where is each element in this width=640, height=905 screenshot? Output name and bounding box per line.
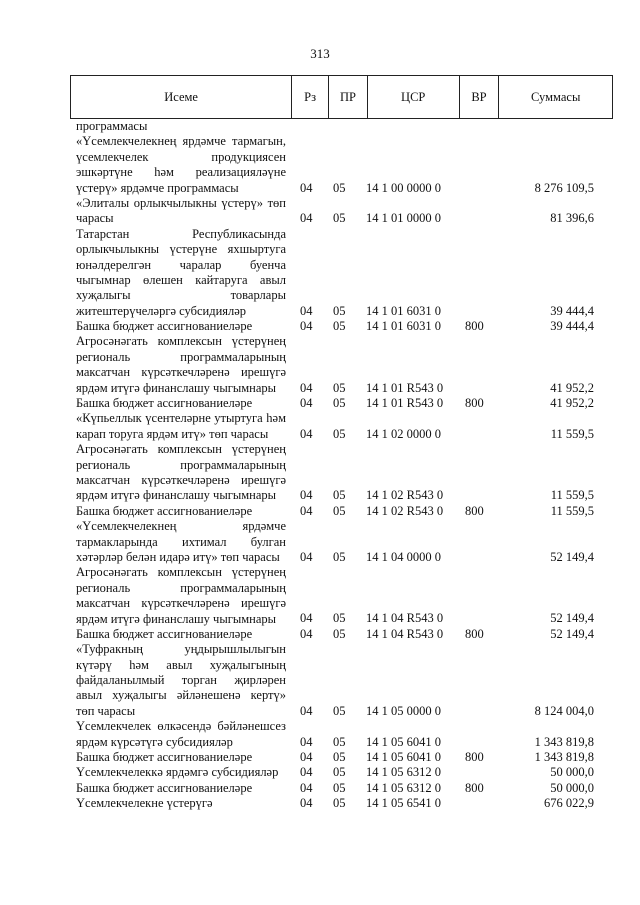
table-row [76, 196, 594, 227]
row-name-line: тармакларында ихтимал булган [76, 534, 286, 549]
row-rz: 04 [300, 303, 313, 318]
row-name-line: Башка бюджет ассигнованиеләре [76, 780, 253, 795]
row-sum: 1 343 819,8 [534, 750, 594, 764]
row-rz: 04 [300, 396, 313, 411]
row-pr: 05 [333, 303, 346, 318]
row-rz: 04 [300, 750, 313, 764]
row-vr: 800 [465, 396, 484, 411]
row-name-line: үсемлекчелек продукциясен [76, 149, 286, 164]
row-pr: 05 [333, 765, 346, 780]
row-rz: 04 [300, 611, 313, 626]
row-sum: 8 124 004,0 [534, 703, 594, 718]
row-rz: 04 [300, 765, 313, 780]
row-sum: 39 444,4 [550, 303, 594, 318]
row-pr: 05 [333, 503, 346, 518]
row-name-line: хуҗалыгы товарлары [76, 288, 286, 303]
row-name-line: Үсемлекчелекне үстерүгә [76, 796, 213, 811]
row-name [76, 134, 286, 196]
row-csr: 14 1 05 6541 0 [366, 796, 441, 811]
row-sum: 39 444,4 [550, 319, 594, 334]
row-rz: 04 [300, 703, 313, 718]
row-name [76, 504, 286, 519]
row-sum: 50 000,0 [550, 780, 594, 795]
row-csr: 14 1 02 R543 0 [366, 503, 444, 518]
row-csr: 14 1 01 R543 0 [366, 380, 444, 395]
row-rz: 04 [300, 211, 313, 226]
table-row [76, 442, 594, 504]
row-rz: 04 [300, 796, 313, 811]
row-pr: 05 [333, 488, 346, 503]
row-name-line: төп чарасы [76, 703, 136, 718]
row-name-line: авыл хуҗалыгы әйләнешенә кертү» [76, 688, 286, 703]
row-name-line: «Элиталы орлыкчылыкны үстерү» төп [76, 195, 286, 210]
row-name-line: «Туфракның уңдырышлылыгын [76, 642, 286, 657]
header-vr: ВР [460, 76, 500, 118]
row-name [76, 565, 286, 627]
table-row [76, 565, 594, 627]
row-sum: 41 952,2 [550, 380, 594, 395]
row-name-line: Агросәнәгать комплексын үстерүнең [76, 334, 286, 349]
row-sum: 41 952,2 [550, 396, 594, 411]
row-vr: 800 [465, 319, 484, 334]
row-sum: 52 149,4 [550, 626, 594, 641]
table-body [76, 119, 594, 812]
row-csr: 14 1 02 0000 0 [366, 426, 441, 441]
row-sum: 50 000,0 [550, 765, 594, 780]
row-name-line: Агросәнәгать комплексын үстерүнең [76, 565, 286, 580]
row-sum: 676 022,9 [544, 796, 594, 811]
row-name-line: чыгымнар өлешен кайтаруга авыл [76, 272, 286, 287]
row-csr: 14 1 01 0000 0 [366, 211, 441, 226]
row-name-line: Башка бюджет ассигнованиеләре [76, 319, 253, 334]
row-name-line: Башка бюджет ассигнованиеләре [76, 503, 253, 518]
row-pr: 05 [333, 211, 346, 226]
row-csr: 14 1 05 0000 0 [366, 703, 441, 718]
row-rz: 04 [300, 180, 313, 195]
row-sum: 1 343 819,8 [534, 734, 594, 749]
row-name-line: ярдәм итүгә финанслашу чыгымнары [76, 611, 277, 626]
table-header [70, 75, 613, 119]
row-pr: 05 [333, 549, 346, 564]
row-vr: 800 [465, 626, 484, 641]
row-csr: 14 1 00 0000 0 [366, 180, 441, 195]
row-csr: 14 1 01 6031 0 [366, 319, 441, 334]
row-name-line: максатчан күрсәткечләренә ирешүгә [76, 365, 286, 380]
row-name [76, 781, 286, 796]
row-name-line: хәтәрләр белән идарә итү» төп чарасы [76, 549, 280, 564]
row-name-line: Башка бюджет ассигнованиеләре [76, 626, 253, 641]
row-sum: 8 276 109,5 [534, 180, 594, 195]
row-name-line: Башка бюджет ассигнованиеләре [76, 396, 253, 411]
table-row [76, 319, 594, 334]
row-pr: 05 [333, 319, 346, 334]
row-name-line: житештерүчеләргә субсидияләр [76, 303, 247, 318]
table-row [76, 627, 594, 642]
row-rz: 04 [300, 380, 313, 395]
table-row [76, 796, 594, 811]
row-rz: 04 [300, 626, 313, 641]
header-pr: ПР [329, 76, 368, 118]
row-rz: 04 [300, 780, 313, 795]
row-name-line: Татарстан Республикасында [76, 226, 286, 241]
row-name [76, 642, 286, 719]
row-csr: 14 1 05 6312 0 [366, 780, 441, 795]
row-csr: 14 1 04 0000 0 [366, 549, 441, 564]
row-pr: 05 [333, 734, 346, 749]
row-name [76, 765, 286, 780]
row-name-line: чарасы [76, 211, 114, 226]
table-row [76, 642, 594, 719]
row-csr: 14 1 05 6312 0 [366, 765, 441, 780]
row-name [76, 396, 286, 411]
row-name-line: ярдәм итүгә финанслашу чыгымнары [76, 380, 277, 395]
table-row [76, 719, 594, 750]
table-row [76, 334, 594, 396]
row-rz: 04 [300, 319, 313, 334]
row-vr: 800 [465, 503, 484, 518]
row-name-line: максатчан күрсәткечләренә ирешүгә [76, 596, 286, 611]
row-pr: 05 [333, 396, 346, 411]
row-name-line: региональ программаларының [76, 349, 286, 364]
row-pr: 05 [333, 426, 346, 441]
row-vr: 800 [465, 780, 484, 795]
row-name [76, 442, 286, 504]
row-pr: 05 [333, 380, 346, 395]
row-name-line: орлыкчылыкны үстерүне яхшыртуга [76, 242, 286, 257]
row-name-line: программасы [76, 119, 148, 133]
row-rz: 04 [300, 734, 313, 749]
row-pr: 05 [333, 750, 346, 764]
row-name-line: Агросәнәгать комплексын үстерүнең [76, 442, 286, 457]
header-csr: ЦСР [368, 76, 460, 118]
row-rz: 04 [300, 426, 313, 441]
row-name-line: эшкәртүне һәм реализацияләүне [76, 165, 286, 180]
row-name-line: күтәрү һәм авыл хуҗалыгының [76, 657, 286, 672]
row-sum: 11 559,5 [550, 426, 594, 441]
row-name [76, 196, 286, 227]
row-name-line: «Үсемлекчелекнең ярдәмче [76, 519, 286, 534]
row-rz: 04 [300, 549, 313, 564]
row-name-line: «Үсемлекчелекнең ярдәмче тармагын, [76, 134, 286, 149]
row-name-line: үстерү» ярдәмче программасы [76, 180, 239, 195]
row-name [76, 750, 286, 765]
row-sum: 52 149,4 [550, 611, 594, 626]
row-pr: 05 [333, 180, 346, 195]
row-rz: 04 [300, 488, 313, 503]
row-name-line: Башка бюджет ассигнованиеләре [76, 750, 253, 765]
row-name [76, 119, 286, 134]
row-sum: 81 396,6 [550, 211, 594, 226]
row-name [76, 319, 286, 334]
table-row [76, 396, 594, 411]
row-name-line: карап торуга ярдәм итү» төп чарасы [76, 426, 269, 441]
row-sum: 11 559,5 [550, 488, 594, 503]
header-rz: Рз [292, 76, 329, 118]
row-name [76, 627, 286, 642]
row-sum: 52 149,4 [550, 549, 594, 564]
row-name-line: ярдәм итүгә финанслашу чыгымнары [76, 488, 277, 503]
row-pr: 05 [333, 611, 346, 626]
row-csr: 14 1 01 R543 0 [366, 396, 444, 411]
row-pr: 05 [333, 703, 346, 718]
table-row [76, 134, 594, 196]
row-name [76, 227, 286, 319]
row-name-line: ярдәм күрсәтүгә субсидияләр [76, 734, 233, 749]
page-number: 313 [310, 46, 330, 61]
row-name-line: файдаланылмый торган җирләрен [76, 673, 286, 688]
table-row [76, 119, 594, 134]
header-sum: Суммасы [531, 89, 581, 104]
row-rz: 04 [300, 503, 313, 518]
row-pr: 05 [333, 626, 346, 641]
table-row [76, 504, 594, 519]
row-csr: 14 1 04 R543 0 [366, 611, 444, 626]
row-name-line: юнәлдерелгән чаралар буенча [76, 257, 286, 272]
table-row [76, 411, 594, 442]
row-name-line: Үсемлекчелек өлкәсендә бәйләнешсез [76, 719, 286, 734]
table-row [76, 227, 594, 319]
table-row [76, 750, 594, 765]
row-name [76, 411, 286, 442]
row-name [76, 519, 286, 565]
row-name-line: Үсемлекчелеккә ярдәмгә субсидияләр [76, 765, 279, 780]
row-csr: 14 1 05 6041 0 [366, 750, 441, 764]
row-pr: 05 [333, 780, 346, 795]
row-csr: 14 1 02 R543 0 [366, 488, 444, 503]
row-csr: 14 1 01 6031 0 [366, 303, 441, 318]
row-csr: 14 1 05 6041 0 [366, 734, 441, 749]
row-sum: 11 559,5 [550, 503, 594, 518]
row-name-line: максатчан күрсәткечләренә ирешүгә [76, 472, 286, 487]
row-csr: 14 1 04 R543 0 [366, 626, 444, 641]
table-row [76, 765, 594, 780]
table-row [76, 781, 594, 796]
row-vr: 800 [465, 750, 484, 764]
row-name [76, 796, 286, 811]
row-name [76, 719, 286, 750]
row-name-line: региональ программаларының [76, 580, 286, 595]
table-row [76, 519, 594, 565]
header-name: Исеме [71, 76, 292, 118]
row-name [76, 334, 286, 396]
row-name-line: региональ программаларының [76, 457, 286, 472]
row-pr: 05 [333, 796, 346, 811]
row-name-line: «Күпьеллык үсентеләрне утыртуга һәм [76, 411, 286, 426]
